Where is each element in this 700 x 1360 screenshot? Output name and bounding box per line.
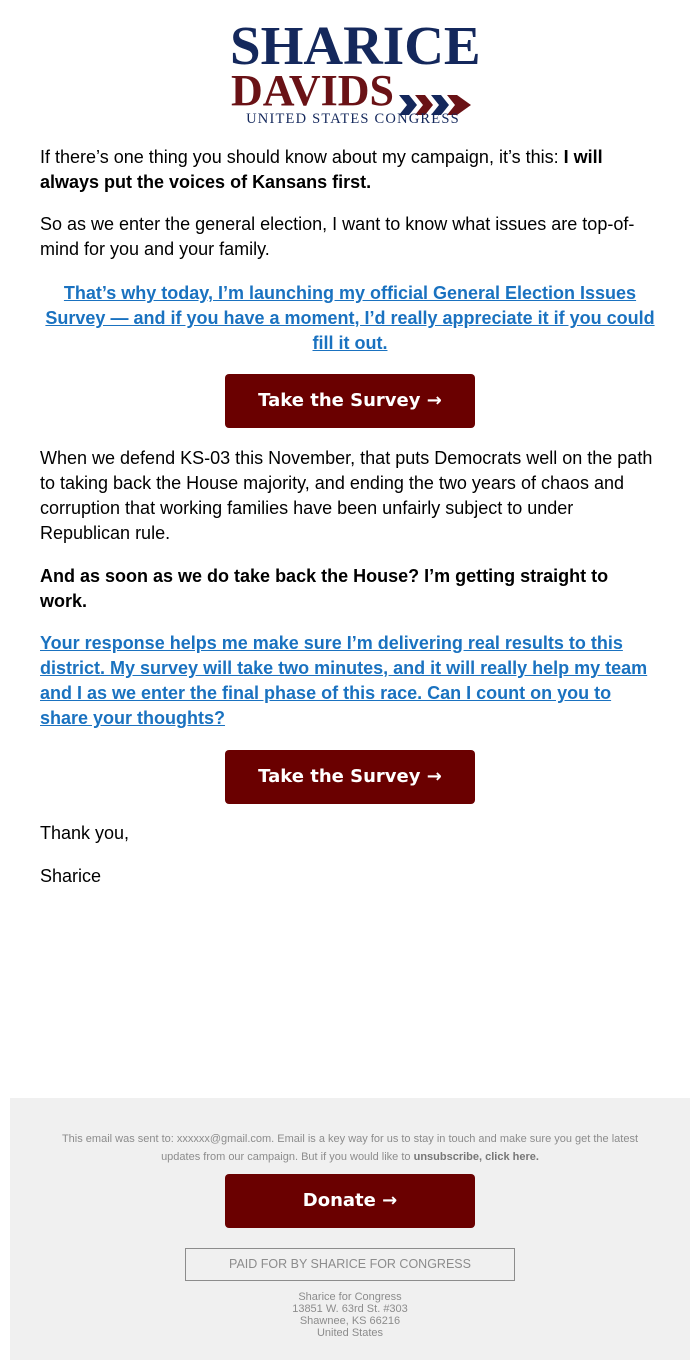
survey-link-paragraph-2 [40, 631, 660, 731]
paid-for-disclaimer: PAID FOR BY SHARICE FOR CONGRESS [185, 1248, 515, 1281]
closing-text: Thank you, [40, 823, 130, 843]
survey-link-2[interactable]: Your response helps me make sure I’m delivering real results to this district. My survey will take two minutes, and it will really help my team and I as we enter the final phase of this race. Can I count on you to share your thoughts? [40, 633, 648, 728]
survey-link-1[interactable]: That’s why today, I’m launching my official General Election Issues Survey — and if you have a moment, I’d really appreciate it if you could fill it out. [45, 283, 655, 353]
unsubscribe-link[interactable]: unsubscribe, click here. [413, 1151, 539, 1163]
survey-link-paragraph [40, 281, 660, 356]
take-survey-button-1[interactable]: Take the Survey → [225, 374, 475, 428]
email-footer [10, 1098, 690, 1360]
intro-paragraph [40, 145, 660, 195]
back-to-work-paragraph: And as soon as we do take back the House? I’m getting straight to work. [40, 566, 609, 611]
take-survey-button-2[interactable]: Take the Survey → [225, 750, 475, 804]
mailing-address [10, 1291, 690, 1339]
logo-last-name: DAVIDS [231, 66, 395, 115]
footer-notice-text: This email was sent to: xxxxxx@gmail.com. Email is a key way for us to stay in touch and make sure you get the latest updates from our campaign. But if you would like to [61, 1133, 639, 1163]
logo-first-name: SHARICE [230, 15, 481, 76]
general-election-paragraph: So as we enter the general election, I want to know what issues are top-of-mind for you and your family. [40, 214, 635, 259]
donate-button[interactable]: Donate → [225, 1174, 475, 1228]
address-line: Sharice for Congress [298, 1291, 402, 1303]
intro-text: If there’s one thing you should know about my campaign, it’s this: [40, 147, 564, 167]
signature: Sharice [40, 866, 102, 886]
address-line: 13851 W. 63rd St. #303 [292, 1303, 408, 1315]
address-line: United States [316, 1327, 384, 1339]
footer-notice [50, 1130, 650, 1166]
campaign-logo [0, 15, 700, 128]
defend-ks03-paragraph: When we defend KS-03 this November, that puts Democrats well on the path to taking back the House majority, and ending the two years of chaos and corruption that working families have been unfairly subject to under Republican rule. [40, 448, 653, 543]
intro-bold-text: I will always put the voices of Kansans first. [40, 147, 603, 192]
address-line: Shawnee, KS 66216 [299, 1315, 401, 1327]
logo-subtitle: UNITED STATES CONGRESS [246, 111, 460, 127]
